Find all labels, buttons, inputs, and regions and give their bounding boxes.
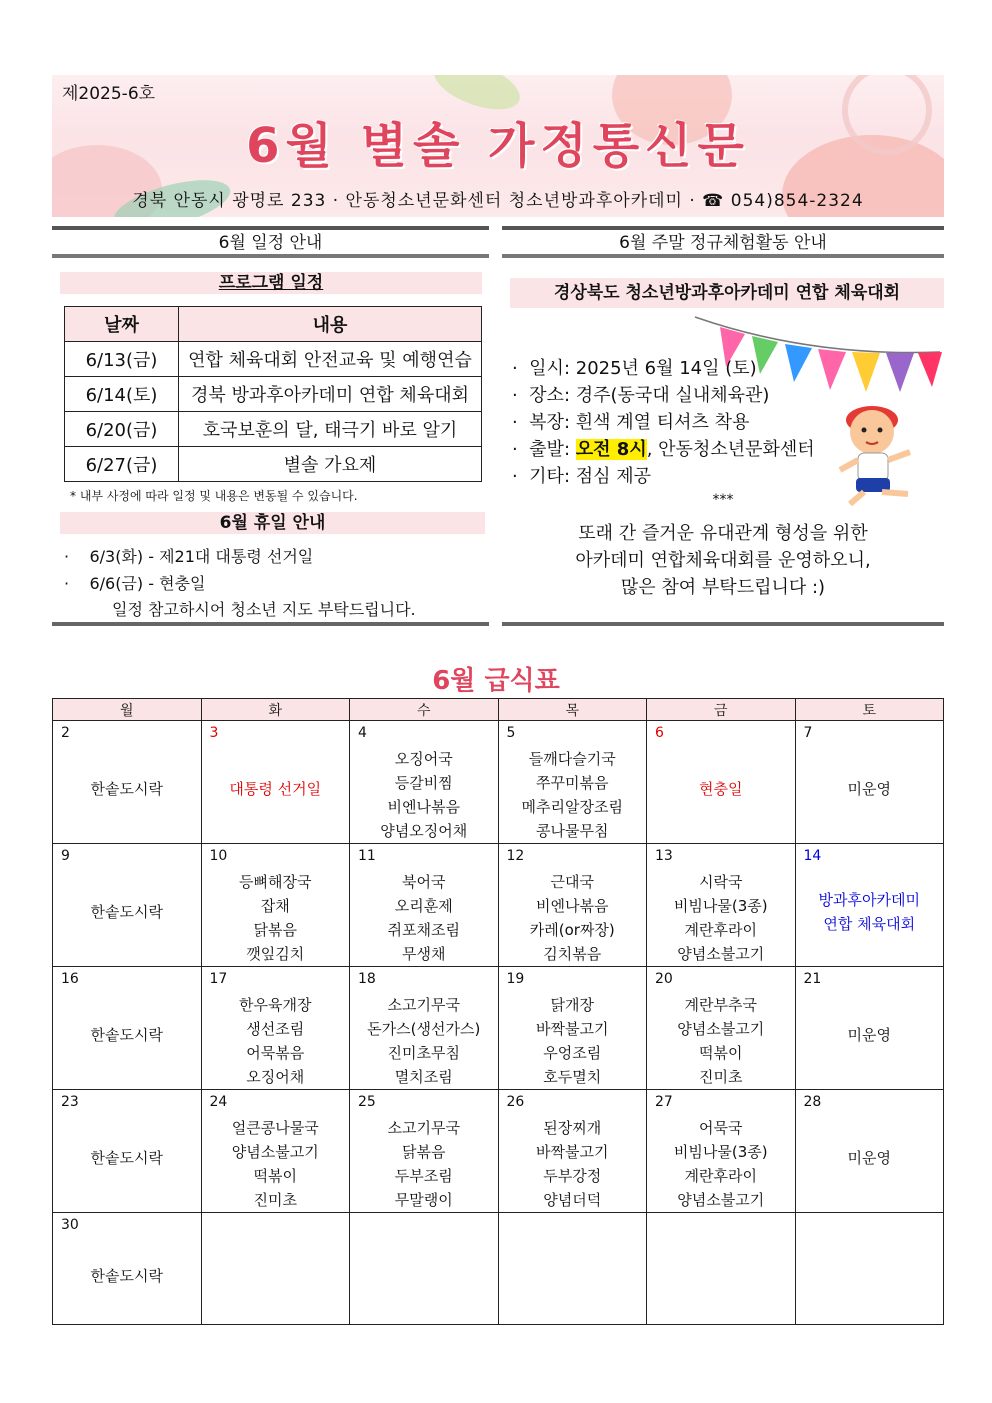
menu-items bbox=[699, 777, 742, 801]
day-cell bbox=[795, 1090, 944, 1213]
day-number: 16 bbox=[61, 971, 79, 987]
menu-list bbox=[53, 1213, 201, 1324]
day-cell bbox=[647, 721, 796, 844]
day-number: 12 bbox=[506, 848, 525, 864]
menu-item: 비엔나볶음 bbox=[536, 897, 609, 915]
info-departure: · 출발: 오전 8시, 안동청소년문화센터 bbox=[512, 439, 815, 460]
menu-item: 비빔나물(3종) bbox=[673, 1143, 768, 1161]
menu-item: 한우육개장 bbox=[239, 996, 312, 1014]
right-section-footer bbox=[502, 622, 944, 626]
menu-item: 쥐포채조림 bbox=[387, 921, 460, 939]
menu-list bbox=[350, 993, 498, 1089]
day-cell bbox=[647, 967, 796, 1090]
menu-list bbox=[647, 721, 795, 843]
menu-item: 떡볶이 bbox=[253, 1167, 297, 1185]
info-label: 출발: bbox=[529, 439, 571, 460]
program-title: 프로그램 일정 bbox=[218, 273, 324, 293]
menu-item: 오징어국 bbox=[394, 750, 453, 768]
menu-item: 깻잎김치 bbox=[246, 945, 305, 963]
weekday-header: 목 bbox=[498, 699, 647, 721]
menu-item: 방과후아카데미 bbox=[818, 891, 920, 909]
holiday-item bbox=[64, 544, 313, 567]
day-number: 27 bbox=[655, 1094, 673, 1110]
menu-item: 진미초무침 bbox=[387, 1044, 460, 1062]
day-number: 25 bbox=[358, 1094, 376, 1110]
menu-item: 메추리알장조림 bbox=[521, 798, 623, 816]
menu-list bbox=[796, 844, 944, 966]
program-title-bar bbox=[60, 272, 482, 294]
bullet: · bbox=[64, 547, 70, 566]
day-cell bbox=[53, 721, 202, 844]
departure-time-highlight: 오전 8시 bbox=[575, 439, 647, 460]
day-number: 24 bbox=[209, 1094, 228, 1110]
weekday-header-row bbox=[53, 699, 944, 721]
menu-list bbox=[202, 993, 350, 1089]
menu-item: 된장찌개 bbox=[543, 1119, 602, 1137]
newsletter-title: 6월 별솔 가정통신문 bbox=[246, 118, 750, 174]
day-number: 2 bbox=[61, 725, 70, 741]
menu-list bbox=[647, 1116, 795, 1212]
info-label: 복장: bbox=[529, 412, 571, 433]
day-number: 20 bbox=[655, 971, 673, 987]
table-row bbox=[65, 447, 482, 482]
day-number: 30 bbox=[61, 1217, 79, 1233]
menu-items bbox=[499, 870, 647, 966]
day-number: 7 bbox=[803, 725, 813, 741]
menu-item: 두부강정 bbox=[543, 1167, 602, 1185]
info-label: 기타: bbox=[529, 466, 571, 487]
menu-item: 닭볶음 bbox=[402, 1143, 446, 1161]
header-banner bbox=[52, 75, 944, 217]
weekday-header: 토 bbox=[795, 699, 944, 721]
meal-calendar bbox=[52, 698, 944, 1325]
day-cell bbox=[498, 1213, 647, 1325]
menu-items bbox=[848, 777, 891, 801]
menu-items bbox=[499, 747, 647, 843]
menu-list bbox=[796, 1213, 944, 1324]
menu-items bbox=[350, 870, 498, 966]
menu-items bbox=[647, 870, 795, 966]
day-cell bbox=[201, 721, 350, 844]
date-header: 날짜 bbox=[65, 307, 179, 342]
weekday-header: 화 bbox=[201, 699, 350, 721]
menu-list bbox=[53, 967, 201, 1089]
menu-list bbox=[350, 870, 498, 966]
table-row bbox=[65, 377, 482, 412]
day-number: 3 bbox=[209, 725, 219, 741]
menu-item: 대통령 선거일 bbox=[229, 780, 322, 798]
menu-items bbox=[91, 777, 163, 801]
info-etc: · 기타: 점심 제공 bbox=[512, 466, 652, 487]
menu-item: 돈가스(생선가스) bbox=[367, 1020, 481, 1038]
menu-item: 미운영 bbox=[847, 1026, 891, 1044]
menu-list bbox=[350, 1116, 498, 1212]
day-number: 11 bbox=[358, 848, 376, 864]
schedule-date: 6/20(금) bbox=[65, 412, 179, 447]
holiday-text: 6/6(금) - 현충일 bbox=[89, 574, 206, 593]
menu-list bbox=[499, 870, 647, 966]
table-header-row bbox=[65, 307, 482, 342]
menu-item: 시락국 bbox=[699, 873, 743, 891]
menu-items bbox=[819, 888, 920, 936]
schedule-content: 경북 방과후아카데미 연합 체육대회 bbox=[179, 377, 482, 412]
menu-item: 두부조림 bbox=[394, 1167, 453, 1185]
menu-list bbox=[796, 967, 944, 1089]
menu-item: 비엔나볶음 bbox=[387, 798, 460, 816]
menu-item: 비빔나물(3종) bbox=[673, 897, 768, 915]
day-number: 6 bbox=[655, 725, 664, 741]
content-header: 내용 bbox=[179, 307, 482, 342]
info-value: , 안동청소년문화센터 bbox=[646, 439, 815, 460]
menu-item: 양념오징어채 bbox=[380, 822, 468, 840]
day-cell bbox=[201, 1090, 350, 1213]
bullet: · bbox=[64, 574, 70, 593]
day-cell bbox=[350, 1090, 499, 1213]
day-cell bbox=[201, 844, 350, 967]
menu-list bbox=[350, 747, 498, 843]
menu-list bbox=[796, 1090, 944, 1212]
menu-item: 콩나물무침 bbox=[536, 822, 609, 840]
menu-item: 근대국 bbox=[550, 873, 594, 891]
menu-list bbox=[499, 1213, 647, 1324]
menu-items bbox=[350, 993, 498, 1089]
week-row bbox=[53, 844, 944, 967]
schedule-note: * 내부 사정에 따라 일정 및 내용은 변동될 수 있습니다. bbox=[70, 489, 358, 503]
menu-items bbox=[848, 1146, 891, 1170]
menu-item: 연합 체육대회 bbox=[823, 915, 916, 933]
menu-item: 들깨다슬기국 bbox=[528, 750, 616, 768]
day-cell bbox=[350, 721, 499, 844]
menu-items bbox=[647, 993, 795, 1089]
menu-item: 현충일 bbox=[699, 780, 743, 798]
day-cell bbox=[647, 844, 796, 967]
meal-calendar-body bbox=[53, 721, 944, 1325]
week-row bbox=[53, 721, 944, 844]
schedule-section-title: 6월 일정 안내 bbox=[218, 233, 323, 253]
menu-list bbox=[202, 721, 350, 843]
day-cell bbox=[647, 1090, 796, 1213]
message-line: 또래 간 즐거운 유대관계 형성을 위한 bbox=[578, 523, 868, 544]
day-number: 14 bbox=[803, 848, 822, 864]
menu-item: 멸치조림 bbox=[394, 1068, 453, 1086]
menu-list bbox=[796, 721, 944, 843]
info-value: 2025년 6월 14일 (토) bbox=[575, 358, 757, 379]
table-row bbox=[65, 342, 482, 377]
info-dress: · 복장: 흰색 계열 티셔츠 착용 bbox=[512, 412, 750, 433]
day-number: 9 bbox=[61, 848, 70, 864]
menu-item: 계란부추국 bbox=[684, 996, 757, 1014]
menu-list bbox=[53, 1090, 201, 1212]
menu-item: 오징어채 bbox=[246, 1068, 305, 1086]
address-line: 경북 안동시 광명로 233 · 안동청소년문화센터 청소년방과후아카데미 · ☎ 054)854-2324 bbox=[132, 191, 864, 211]
menu-item: 오리훈제 bbox=[394, 897, 453, 915]
event-title-bar bbox=[510, 278, 944, 308]
menu-item: 어묵볶음 bbox=[246, 1044, 305, 1062]
day-number: 17 bbox=[209, 971, 228, 987]
info-value: 경주(동국대 실내체육관) bbox=[575, 385, 770, 406]
menu-item: 쭈꾸미볶음 bbox=[536, 774, 609, 792]
day-number: 19 bbox=[506, 971, 525, 987]
day-cell bbox=[498, 1090, 647, 1213]
menu-item: 어묵국 bbox=[699, 1119, 743, 1137]
info-value: 점심 제공 bbox=[575, 466, 652, 487]
menu-item: 한솥도시락 bbox=[90, 903, 163, 921]
menu-item: 진미초 bbox=[699, 1068, 743, 1086]
schedule-date: 6/27(금) bbox=[65, 447, 179, 482]
program-schedule-table bbox=[64, 306, 482, 482]
menu-list bbox=[647, 993, 795, 1089]
menu-item: 등갈비찜 bbox=[394, 774, 453, 792]
menu-items bbox=[499, 993, 647, 1089]
info-place: · 장소: 경주(동국대 실내체육관) bbox=[512, 385, 770, 406]
menu-item: 양념소불고기 bbox=[677, 1020, 765, 1038]
menu-item: 한솥도시락 bbox=[90, 1149, 163, 1167]
info-label: 일시: bbox=[529, 358, 571, 379]
menu-item: 바짝불고기 bbox=[536, 1020, 609, 1038]
menu-items bbox=[350, 747, 498, 843]
menu-item: 계란후라이 bbox=[684, 1167, 757, 1185]
day-number: 18 bbox=[358, 971, 376, 987]
day-number: 21 bbox=[803, 971, 822, 987]
menu-item: 계란후라이 bbox=[684, 921, 757, 939]
issue-number: 제2025-6호 bbox=[62, 84, 156, 104]
menu-item: 한솥도시락 bbox=[90, 1026, 163, 1044]
menu-items bbox=[499, 1116, 647, 1212]
week-row bbox=[53, 1213, 944, 1325]
menu-list bbox=[53, 844, 201, 966]
menu-item: 등뼈해장국 bbox=[239, 873, 312, 891]
menu-list bbox=[499, 747, 647, 843]
day-cell bbox=[795, 967, 944, 1090]
menu-items bbox=[647, 1116, 795, 1212]
menu-item: 떡볶이 bbox=[699, 1044, 743, 1062]
message-line: 아카데미 연합체육대회를 운영하오니, bbox=[575, 550, 871, 571]
menu-item: 미운영 bbox=[847, 780, 891, 798]
menu-item: 양념소불고기 bbox=[677, 945, 765, 963]
day-cell bbox=[53, 967, 202, 1090]
left-section-footer bbox=[52, 622, 489, 626]
day-number: 4 bbox=[358, 725, 367, 741]
day-number: 13 bbox=[655, 848, 673, 864]
week-row bbox=[53, 1090, 944, 1213]
weekday-header: 수 bbox=[350, 699, 499, 721]
schedule-section-header bbox=[52, 226, 489, 258]
day-cell bbox=[498, 844, 647, 967]
holiday-title-bar bbox=[60, 512, 485, 534]
menu-list bbox=[350, 1213, 498, 1324]
day-cell bbox=[201, 967, 350, 1090]
day-cell bbox=[498, 967, 647, 1090]
day-cell bbox=[795, 844, 944, 967]
menu-items bbox=[229, 777, 321, 801]
menu-item: 생선조림 bbox=[246, 1020, 305, 1038]
day-number: 23 bbox=[61, 1094, 79, 1110]
menu-list bbox=[202, 1213, 350, 1324]
day-number: 28 bbox=[803, 1094, 822, 1110]
weekday-header: 금 bbox=[647, 699, 796, 721]
menu-item: 무생채 bbox=[402, 945, 446, 963]
weekday-header: 월 bbox=[53, 699, 202, 721]
menu-items bbox=[350, 1116, 498, 1212]
menu-item: 닭볶음 bbox=[253, 921, 297, 939]
day-cell bbox=[647, 1213, 796, 1325]
menu-item: 닭개장 bbox=[550, 996, 594, 1014]
day-cell bbox=[350, 844, 499, 967]
menu-item: 소고기무국 bbox=[387, 1119, 460, 1137]
menu-item: 바짝불고기 bbox=[536, 1143, 609, 1161]
menu-item: 양념소불고기 bbox=[231, 1143, 319, 1161]
menu-item: 한솥도시락 bbox=[90, 780, 163, 798]
menu-items bbox=[91, 1264, 163, 1288]
activity-section-title: 6월 주말 정규체험활동 안내 bbox=[619, 233, 827, 253]
menu-item: 소고기무국 bbox=[387, 996, 460, 1014]
message-line: 많은 참여 부탁드립니다 :) bbox=[620, 577, 826, 598]
menu-list bbox=[647, 870, 795, 966]
menu-items bbox=[202, 1116, 350, 1212]
menu-items bbox=[91, 1023, 163, 1047]
day-cell bbox=[53, 1090, 202, 1213]
menu-item: 잡채 bbox=[260, 897, 290, 915]
menu-item: 한솥도시락 bbox=[90, 1266, 163, 1285]
stars-divider: *** bbox=[712, 492, 734, 508]
day-number: 10 bbox=[209, 848, 228, 864]
info-label: 장소: bbox=[529, 385, 571, 406]
event-title: 경상북도 청소년방과후아카데미 연합 체육대회 bbox=[553, 283, 901, 303]
week-row bbox=[53, 967, 944, 1090]
day-number: 26 bbox=[506, 1094, 525, 1110]
day-cell bbox=[201, 1213, 350, 1325]
menu-item: 김치볶음 bbox=[543, 945, 602, 963]
menu-item: 호두멸치 bbox=[543, 1068, 602, 1086]
day-cell bbox=[350, 967, 499, 1090]
menu-list bbox=[202, 870, 350, 966]
schedule-date: 6/14(토) bbox=[65, 377, 179, 412]
menu-items bbox=[848, 1023, 891, 1047]
schedule-content: 호국보훈의 달, 태극기 바로 알기 bbox=[179, 412, 482, 447]
menu-item: 무말랭이 bbox=[394, 1191, 453, 1209]
menu-list bbox=[499, 993, 647, 1089]
menu-item: 진미초 bbox=[253, 1191, 297, 1209]
menu-items bbox=[91, 900, 163, 924]
menu-item: 미운영 bbox=[847, 1149, 891, 1167]
menu-list bbox=[202, 1116, 350, 1212]
day-cell bbox=[795, 721, 944, 844]
day-cell bbox=[498, 721, 647, 844]
table-row bbox=[65, 412, 482, 447]
meal-title: 6월 급식표 bbox=[432, 666, 560, 696]
menu-item: 우엉조림 bbox=[543, 1044, 602, 1062]
menu-item: 양념더덕 bbox=[543, 1191, 602, 1209]
menu-item: 양념소불고기 bbox=[677, 1191, 765, 1209]
day-cell bbox=[53, 1213, 202, 1325]
info-date: · 일시: 2025년 6월 14일 (토) bbox=[512, 358, 757, 379]
holiday-text: 6/3(화) - 제21대 대통령 선거일 bbox=[89, 547, 314, 566]
menu-items bbox=[91, 1146, 163, 1170]
menu-items bbox=[202, 993, 350, 1089]
holiday-item bbox=[64, 571, 205, 594]
schedule-content: 연합 체육대회 안전교육 및 예행연습 bbox=[179, 342, 482, 377]
holiday-title: 6월 휴일 안내 bbox=[219, 513, 326, 533]
menu-list bbox=[53, 721, 201, 843]
menu-item: 카레(or짜장) bbox=[529, 921, 615, 939]
day-cell bbox=[53, 844, 202, 967]
day-cell bbox=[795, 1213, 944, 1325]
day-cell bbox=[350, 1213, 499, 1325]
schedule-date: 6/13(금) bbox=[65, 342, 179, 377]
activity-section-header bbox=[502, 226, 944, 258]
info-value: 흰색 계열 티셔츠 착용 bbox=[575, 412, 750, 433]
day-number: 5 bbox=[506, 725, 516, 741]
menu-list bbox=[499, 1116, 647, 1212]
closing-text: 일정 참고하시어 청소년 지도 부탁드립니다. bbox=[112, 600, 416, 619]
menu-list bbox=[647, 1213, 795, 1324]
schedule-content: 별솔 가요제 bbox=[179, 447, 482, 482]
menu-item: 북어국 bbox=[402, 873, 446, 891]
menu-item: 얼큰콩나물국 bbox=[231, 1119, 319, 1137]
menu-items bbox=[202, 870, 350, 966]
